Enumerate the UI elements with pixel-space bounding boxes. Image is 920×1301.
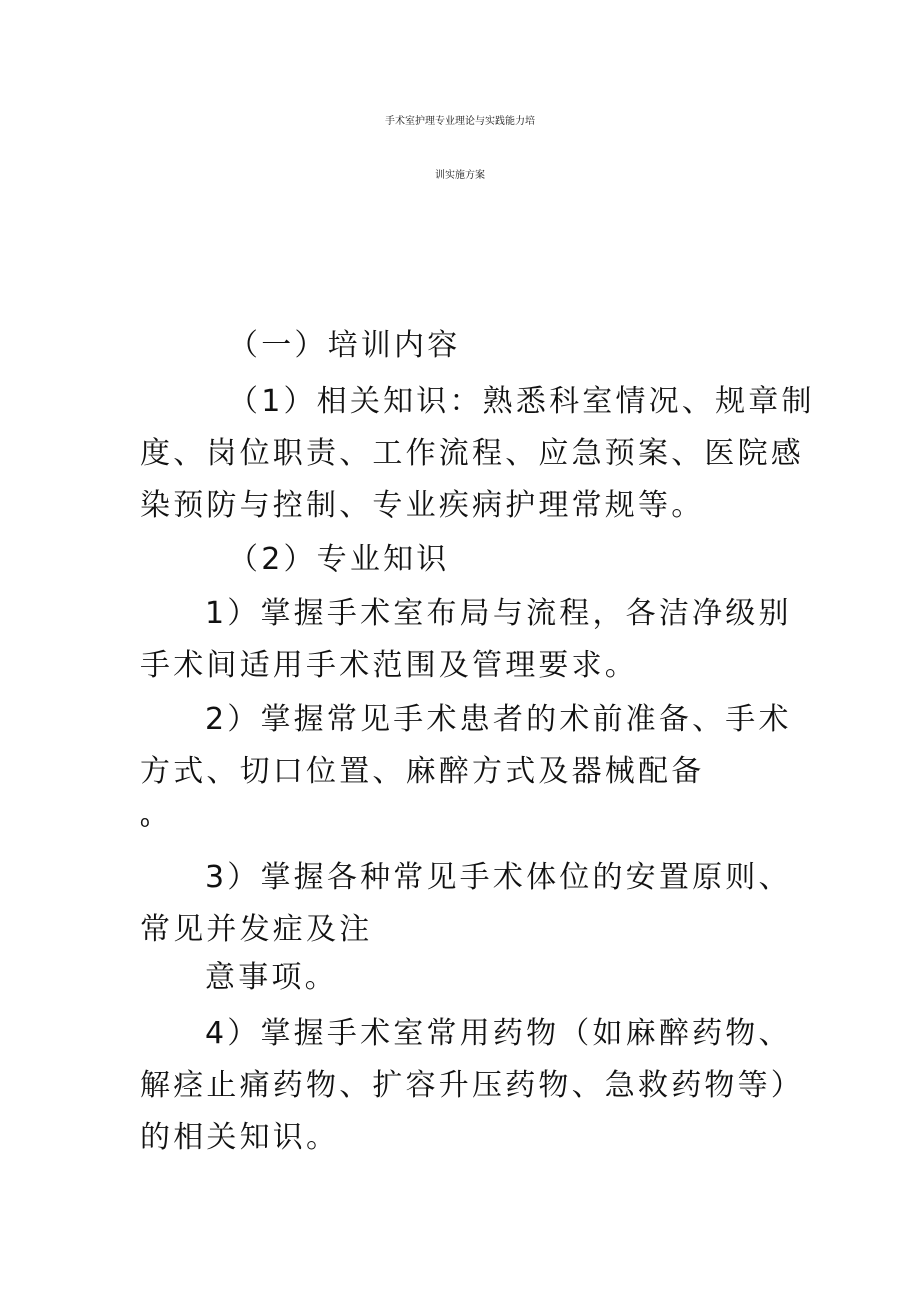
document-title-line-1: 手术室护理专业理论与实践能力培 [385, 116, 535, 127]
subsection-heading: （2）专业知识 [228, 542, 450, 577]
paragraph-line: 染预防与控制、专业疾病护理常规等。 [140, 488, 705, 523]
paragraph-line: （1）相关知识：熟悉科室情况、规章制 [228, 384, 815, 419]
paragraph-line: 4）掌握手术室常用药物（如麻醉药物、 [205, 1016, 792, 1051]
paragraph-line: 解痉止痛药物、扩容升压药物、急救药物等） [140, 1068, 804, 1103]
section-heading: （一）培训内容 [228, 328, 461, 363]
paragraph-line: 3）掌握各种常见手术体位的安置原则、 [205, 860, 792, 895]
paragraph-line: 手术间适用手术范围及管理要求。 [140, 648, 638, 683]
paragraph-line: 方式、切口位置、麻醉方式及器械配备 [140, 754, 705, 789]
paragraph-line: 度、岗位职责、工作流程、应急预案、医院感 [140, 436, 804, 471]
paragraph-line: 常见并发症及注 [140, 912, 373, 947]
document-title-line-2: 训实施方案 [435, 170, 485, 181]
paragraph-line: 1）掌握手术室布局与流程，各洁净级别 [205, 596, 792, 631]
stray-period-mark: o [140, 812, 150, 831]
paragraph-line: 2）掌握常见手术患者的术前准备、手术 [205, 702, 792, 737]
paragraph-line: 的相关知识。 [140, 1120, 340, 1155]
paragraph-line: 意事项。 [205, 960, 338, 995]
